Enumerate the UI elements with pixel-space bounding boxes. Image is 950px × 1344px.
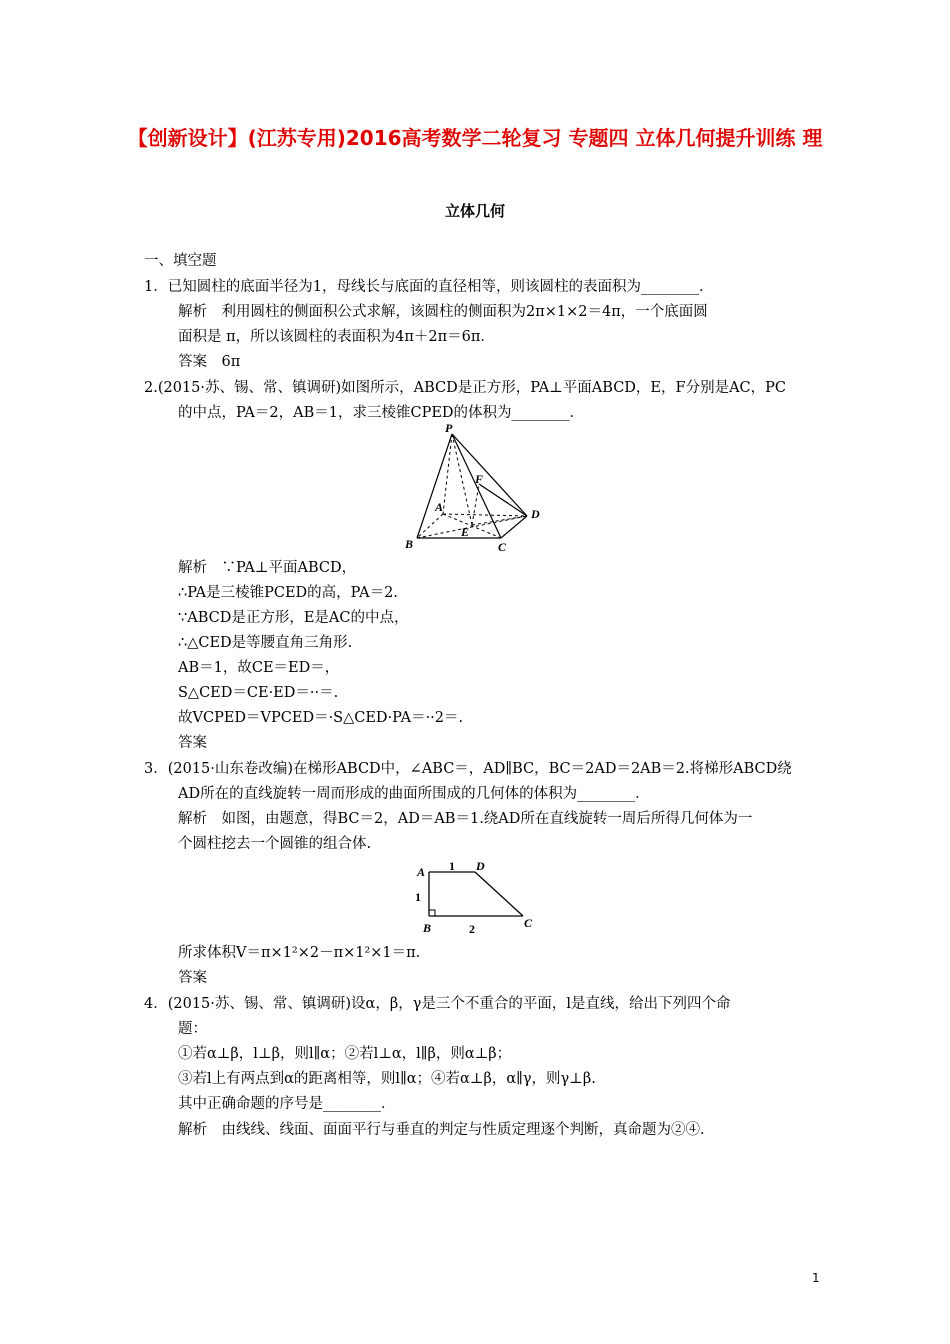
question-2-cont: 的中点，PA＝2，AB＝1，求三棱锥CPED的体积为________． — [178, 405, 585, 421]
label-A: A — [417, 865, 426, 879]
question-3-cont: AD所在的直线旋转一周而形成的曲面所围成的几何体的体积为________． — [178, 786, 650, 802]
q2-solution-line: AB＝1，故CE＝ED＝， — [178, 660, 340, 676]
q3-answer: 答案 — [178, 970, 207, 986]
question-1: 1．已知圆柱的底面半径为1，母线长与底面的直径相等，则该圆柱的表面积为________． — [144, 279, 714, 295]
label-D: D — [476, 859, 485, 873]
label-A: A — [435, 500, 444, 514]
q2-answer: 答案 — [178, 735, 207, 751]
question-4-cont: 题： — [178, 1021, 207, 1037]
label-F: F — [475, 472, 484, 486]
q2-solution-line: 解析 ∵PA⊥平面ABCD， — [178, 560, 357, 576]
pyramid-figure — [395, 422, 555, 558]
q1-solution-line: 解析 利用圆柱的侧面积公式求解，该圆柱的侧面积为2π×1×2＝4π，一个底面圆 — [178, 304, 708, 320]
document-title: 【创新设计】(江苏专用)2016高考数学二轮复习 专题四 立体几何提升训练 理 — [127, 126, 823, 150]
trapezoid-figure — [405, 856, 545, 940]
q4-proposition: ①若α⊥β，l⊥β，则l∥α；②若l⊥α，l∥β，则α⊥β； — [178, 1046, 512, 1062]
q1-answer: 答案 6π — [178, 354, 241, 370]
q2-solution-line: 故VCPED＝VPCED＝·S△CED·PA＝··2＝. — [178, 710, 464, 726]
question-4: 4．(2015·苏、锡、常、镇调研)设α，β，γ是三个不重合的平面，l是直线，给出下列四个命 — [144, 996, 731, 1012]
label-P: P — [445, 422, 453, 435]
label-B: B — [423, 921, 432, 935]
label-B: B — [405, 537, 414, 551]
q4-prompt: 其中正确命题的序号是________． — [178, 1096, 396, 1112]
label-ad-length: 1 — [449, 859, 455, 873]
q2-solution-line: ∴△CED是等腰直角三角形. — [178, 635, 353, 651]
q2-solution-line: S△CED＝CE·ED＝··＝. — [178, 685, 339, 701]
question-2: 2.(2015·苏、锡、常、镇调研)如图所示，ABCD是正方形，PA⊥平面ABCD，E，F分别是AC，PC — [144, 380, 786, 396]
q3-solution-line: 个圆柱挖去一个圆锥的组合体. — [178, 836, 372, 852]
label-D: D — [531, 507, 540, 521]
q3-solution-line: 解析 如图，由题意，得BC＝2，AD＝AB＝1.绕AD所在直线旋转一周后所得几何体为一 — [178, 811, 753, 827]
label-E: E — [461, 525, 470, 539]
section-subtitle: 立体几何 — [444, 202, 505, 220]
q1-solution-line: 面积是 π，所以该圆柱的表面积为4π＋2π＝6π． — [178, 329, 495, 345]
q2-solution-line: ∵ABCD是正方形，E是AC的中点， — [178, 610, 409, 626]
section-heading: 一、填空题 — [144, 253, 217, 269]
label-ab-length: 1 — [415, 890, 421, 904]
q2-solution-line: ∴PA是三棱锥PCED的高，PA＝2. — [178, 585, 398, 601]
q4-proposition: ③若l上有两点到α的距离相等，则l∥α；④若α⊥β，α∥γ，则γ⊥β. — [178, 1071, 596, 1087]
label-bc-length: 2 — [469, 922, 475, 936]
q3-solution-line: 所求体积V＝π×1²×2－π×1²×1＝π. — [178, 945, 421, 961]
q4-solution: 解析 由线线、线面、面面平行与垂直的判定与性质定理逐个判断，真命题为②④. — [178, 1122, 705, 1138]
question-3: 3．(2015·山东卷改编)在梯形ABCD中，∠ABC＝，AD∥BC，BC＝2AD＝2AB＝2.将梯形ABCD绕 — [144, 761, 792, 777]
label-C: C — [524, 916, 533, 930]
page-number: 1 — [812, 1271, 820, 1285]
label-C: C — [498, 540, 507, 554]
